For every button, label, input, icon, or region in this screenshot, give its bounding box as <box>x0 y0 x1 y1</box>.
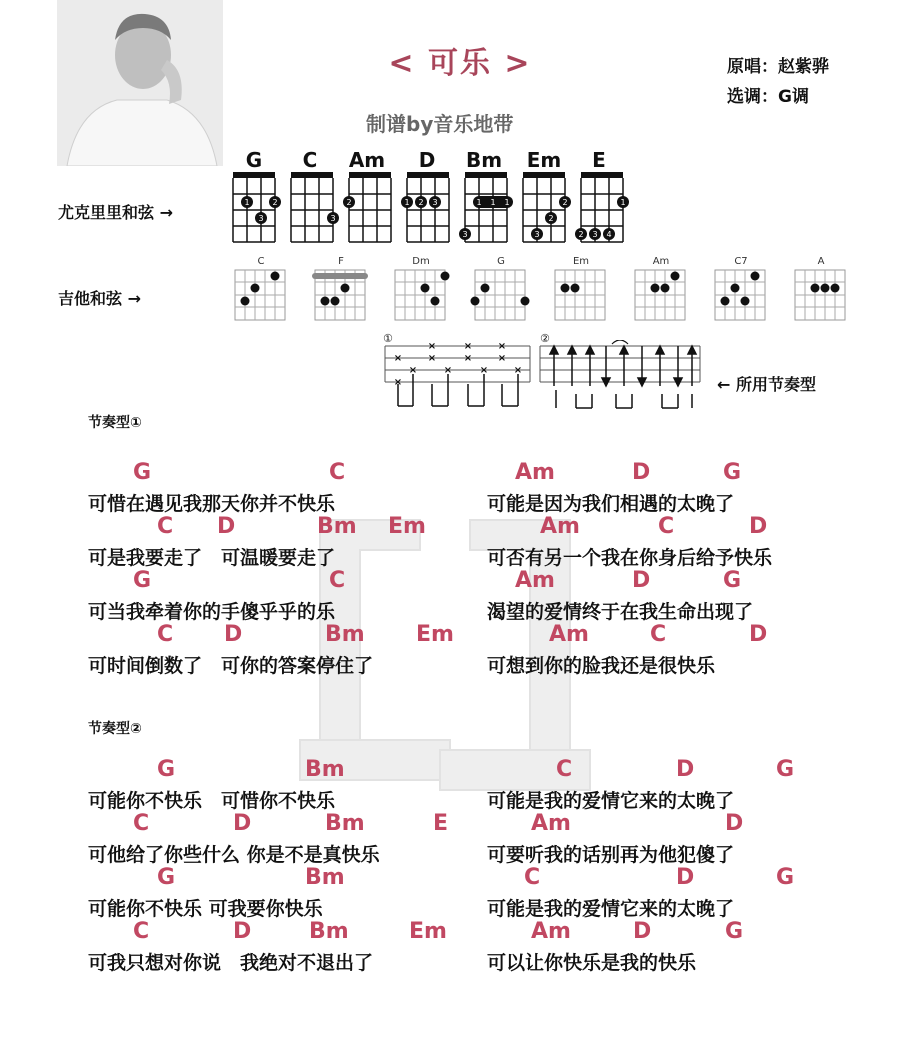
chord-label: D <box>676 757 695 782</box>
gtr-diagram-am <box>635 270 685 320</box>
svg-text:3: 3 <box>592 230 598 239</box>
section-title: 节奏型① <box>88 415 142 431</box>
uke-diagram-em <box>523 172 571 242</box>
gtr-chord-name: Dm <box>412 256 430 267</box>
lyric-line: 可惜在遇见我那天你并不快乐 <box>88 493 336 515</box>
gtr-diagram-f <box>312 270 368 320</box>
svg-text:2: 2 <box>578 230 584 239</box>
lyric-line: 可能是我的爱情它来的太晚了 <box>487 898 735 920</box>
gtr-chord-name: C <box>257 256 265 267</box>
chord-label: D <box>233 811 252 836</box>
svg-text:×: × <box>513 365 523 376</box>
lyric-line: 可想到你的脸我还是很快乐 <box>487 655 716 677</box>
svg-text:×: × <box>408 365 418 376</box>
chord-label: D <box>749 514 768 539</box>
gtr-chord-name: Em <box>572 256 590 267</box>
chord-label: C <box>329 568 346 593</box>
svg-text:3: 3 <box>330 214 336 223</box>
singer-label: 原唱：赵紫骅 <box>727 57 829 77</box>
svg-text:3: 3 <box>534 230 540 239</box>
chord-label: E <box>433 811 449 836</box>
chord-label: C <box>133 811 150 836</box>
svg-text:×: × <box>393 353 403 364</box>
gtr-chord-name: G <box>497 256 505 267</box>
lyric-line: 可我只想对你说 我绝对不退出了 <box>88 952 374 974</box>
gtr-diagram-g <box>471 270 530 320</box>
gtr-chord-name: A <box>817 256 825 267</box>
chord-label: G <box>133 460 152 485</box>
chord-label: D <box>676 865 695 890</box>
chord-label: D <box>749 622 768 647</box>
lyric-line: 可当我牵着你的手傻乎乎的乐 <box>88 601 336 623</box>
svg-text:2: 2 <box>418 198 424 207</box>
lyric-line: 可能你不快乐 可我要你快乐 <box>88 898 323 920</box>
chord-label: Bm <box>317 514 357 539</box>
svg-text:3: 3 <box>462 230 468 239</box>
rhythm-notation <box>380 340 710 412</box>
chord-label: G <box>725 919 744 944</box>
chord-label: Am <box>540 514 580 539</box>
svg-text:4: 4 <box>606 230 612 239</box>
svg-text:2: 2 <box>346 198 352 207</box>
svg-text:×: × <box>427 341 437 352</box>
chord-label: Am <box>531 919 571 944</box>
chord-label: G <box>723 460 742 485</box>
svg-text:1: 1 <box>504 198 510 207</box>
chord-label: G <box>157 865 176 890</box>
chord-label: C <box>133 919 150 944</box>
gtr-diagram-a <box>795 270 845 320</box>
section-title: 节奏型② <box>88 721 142 737</box>
uke-chord-name: Am <box>348 148 386 172</box>
lyric-line: 可他给了你些什么 你是不是真快乐 <box>88 844 380 866</box>
chord-label: Bm <box>305 865 345 890</box>
svg-text:×: × <box>479 365 489 376</box>
chord-label: G <box>776 757 795 782</box>
chord-label: C <box>157 622 174 647</box>
lyric-line: 可是我要走了 可温暖要走了 <box>88 547 336 569</box>
svg-text:×: × <box>443 365 453 376</box>
chord-label: D <box>217 514 236 539</box>
uke-chord-name: G <box>245 148 263 172</box>
lyric-line: 可能是我的爱情它来的太晚了 <box>487 790 735 812</box>
gtr-chord-name: F <box>338 256 344 267</box>
svg-text:3: 3 <box>432 198 438 207</box>
song-meta <box>727 52 829 112</box>
chord-label: C <box>329 460 346 485</box>
svg-text:×: × <box>497 353 507 364</box>
chord-label: Em <box>416 622 454 647</box>
gtr-diagram-dm <box>395 270 450 320</box>
uke-diagram-g <box>233 172 281 242</box>
gtr-diagram-c7 <box>715 270 765 320</box>
chord-label: D <box>632 568 651 593</box>
singer-photo <box>57 0 223 166</box>
uke-diagram-e <box>575 172 629 242</box>
chord-label: Bm <box>325 622 365 647</box>
lyric-line: 可否有另一个我在你身后给予快乐 <box>487 547 773 569</box>
uke-chord-name: C <box>302 148 318 172</box>
guitar-row-label: 吉他和弦 → <box>58 289 141 308</box>
chord-label: Bm <box>325 811 365 836</box>
uke-diagram-am <box>343 172 391 242</box>
lyric-line: 可能是因为我们相遇的太晚了 <box>487 493 735 515</box>
chord-label: D <box>632 460 651 485</box>
chord-label: Am <box>549 622 589 647</box>
lyric-line: 可以让你快乐是我的快乐 <box>487 952 697 974</box>
svg-text:×: × <box>427 353 437 364</box>
svg-text:1: 1 <box>476 198 482 207</box>
chord-label: C <box>658 514 675 539</box>
pattern2-marker: ② <box>540 332 550 345</box>
svg-text:2: 2 <box>548 214 554 223</box>
svg-text:3: 3 <box>258 214 264 223</box>
ukulele-chord-diagrams <box>225 170 645 246</box>
gtr-chord-name: Am <box>652 256 670 267</box>
uke-chord-name: D <box>418 148 436 172</box>
chord-label: G <box>723 568 742 593</box>
chord-label: G <box>776 865 795 890</box>
song-title: < 可乐 > <box>388 46 532 81</box>
lyric-line: 可能你不快乐 可惜你不快乐 <box>88 790 336 812</box>
gtr-chord-name: C7 <box>734 256 748 267</box>
svg-text:×: × <box>497 341 507 352</box>
chord-label: D <box>233 919 252 944</box>
chord-label: D <box>633 919 652 944</box>
chord-label: C <box>524 865 541 890</box>
svg-text:1: 1 <box>244 198 250 207</box>
uke-chord-name: Em <box>526 148 562 172</box>
svg-text:2: 2 <box>562 198 568 207</box>
uke-diagram-d <box>401 172 449 242</box>
chord-label: C <box>556 757 573 782</box>
lyric-line: 渴望的爱情终于在我生命出现了 <box>487 601 754 623</box>
guitar-chord-diagrams <box>225 266 865 324</box>
lyric-line: 可要听我的话别再为他犯傻了 <box>487 844 735 866</box>
key-label: 选调：G调 <box>727 87 809 107</box>
chord-label: Em <box>388 514 426 539</box>
svg-text:1: 1 <box>404 198 410 207</box>
lyric-line: 可时间倒数了 可你的答案停住了 <box>88 655 374 677</box>
chord-label: G <box>157 757 176 782</box>
portrait-icon <box>57 0 223 166</box>
chord-label: Am <box>515 460 555 485</box>
chord-label: Am <box>515 568 555 593</box>
svg-text:×: × <box>463 341 473 352</box>
chord-label: D <box>725 811 744 836</box>
gtr-diagram-c <box>235 270 285 320</box>
uke-chord-name: Bm <box>465 148 503 172</box>
chord-label: Bm <box>309 919 349 944</box>
uke-diagram-c <box>291 172 339 242</box>
uke-diagram-bm <box>459 172 513 242</box>
uke-chord-name: E <box>592 148 606 172</box>
chord-label: D <box>224 622 243 647</box>
chord-label: Bm <box>305 757 345 782</box>
gtr-diagram-em <box>555 270 605 320</box>
subtitle: 制谱by音乐地带 <box>366 112 514 136</box>
chord-label: Am <box>531 811 571 836</box>
svg-text:×: × <box>393 377 403 388</box>
chord-label: C <box>157 514 174 539</box>
rhythm-label: ← 所用节奏型 <box>717 375 816 394</box>
svg-text:×: × <box>463 353 473 364</box>
svg-text:1: 1 <box>490 198 496 207</box>
chord-label: Em <box>409 919 447 944</box>
ukulele-row-label: 尤克里里和弦 → <box>58 203 173 222</box>
svg-text:2: 2 <box>272 198 278 207</box>
pattern1-marker: ① <box>383 332 393 345</box>
chord-label: G <box>133 568 152 593</box>
svg-text:1: 1 <box>620 198 626 207</box>
chord-label: C <box>650 622 667 647</box>
